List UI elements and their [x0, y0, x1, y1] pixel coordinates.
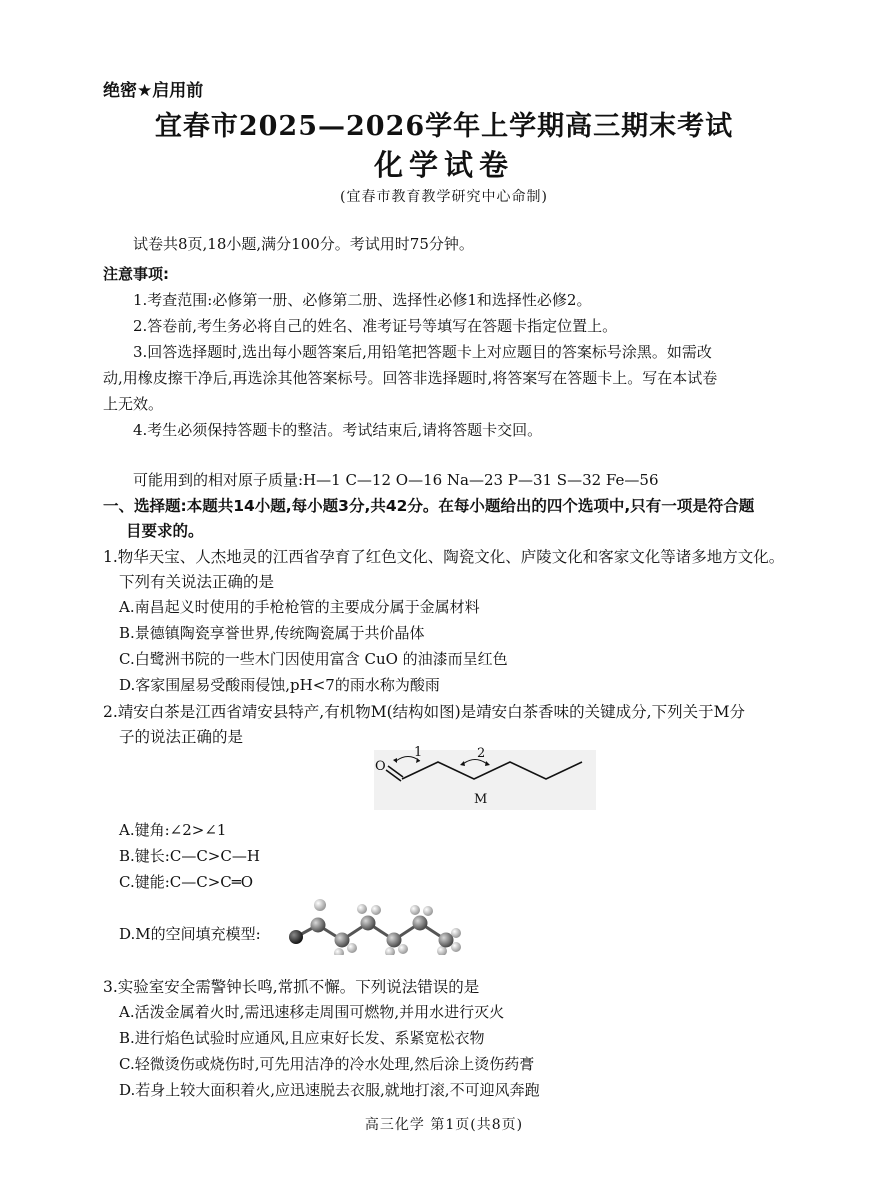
issuer-note: (宜春市教育教学研究中心命制) [340, 189, 548, 205]
carbon-atom-icon [335, 933, 350, 948]
q1-option-b: B.景德镇陶瓷享誉世界,传统陶瓷属于共价晶体 [119, 624, 425, 642]
section-heading: 一、选择题:本题共14小题,每小题3分,共42分。在每小题给出的四个选项中,只有一项是符合题 [103, 497, 755, 515]
hydrogen-atom-icon [423, 906, 433, 916]
angle-1-label: 1 [414, 745, 423, 760]
q2-option-c: C.键能:C—C>C═O [119, 873, 254, 891]
section-heading-cont: 目要求的。 [126, 522, 204, 540]
carbon-atom-icon [387, 933, 402, 948]
q3-option-b: B.进行焰色试验时应通风,且应束好长发、系紧宽松衣物 [119, 1029, 485, 1047]
question-2-stem-cont: 子的说法正确的是 [119, 728, 244, 746]
hydrogen-atom-icon [314, 899, 326, 911]
question-1-stem: 1.物华天宝、人杰地灵的江西省孕育了红色文化、陶瓷文化、庐陵文化和客家文化等诸多地方文化。 [103, 548, 785, 566]
hydrogen-atom-icon [398, 944, 408, 954]
q1-option-a: A.南昌起义时使用的手枪枪管的主要成分属于金属材料 [119, 598, 480, 616]
q3-option-a: A.活泼金属着火时,需迅速移走周围可燃物,并用水进行灭火 [119, 1003, 505, 1021]
skeletal-formula-figure [374, 745, 596, 810]
exam-title: 宜春市2025—2026学年上学期高三期末考试 [154, 111, 734, 142]
q2-option-b: B.键长:C—C>C—H [119, 847, 260, 865]
hydrogen-atom-icon [385, 947, 395, 955]
oxygen-atom-icon [289, 930, 303, 944]
hydrogen-atom-icon [357, 904, 367, 914]
hydrogen-atom-icon [334, 948, 344, 955]
question-1-stem-cont: 下列有关说法正确的是 [119, 573, 275, 591]
carbon-atom-icon [439, 933, 454, 948]
question-3-stem: 3.实验室安全需警钟长鸣,常抓不懈。下列说法错误的是 [103, 978, 480, 996]
note-line: 2.答卷前,考生务必将自己的姓名、准考证号等填写在答题卡指定位置上。 [133, 317, 618, 335]
atom-o-label: O [375, 759, 386, 774]
q3-option-d: D.若身上较大面积着火,应迅速脱去衣服,就地打滚,不可迎风奔跑 [119, 1081, 540, 1099]
subject-title: 化学试卷 [373, 148, 514, 182]
intro-text: 试卷共8页,18小题,满分100分。考试用时75分钟。 [133, 235, 474, 253]
note-line: 1.考查范围:必修第一册、必修第二册、选择性必修1和选择性必修2。 [133, 291, 592, 309]
notes-heading: 注意事项: [103, 265, 169, 283]
question-2-stem: 2.靖安白茶是江西省靖安县特产,有机物M(结构如图)是靖安白茶香味的关键成分,下列关于M分 [103, 703, 745, 721]
hydrogen-atom-icon [410, 905, 420, 915]
classified-label: 绝密★启用前 [103, 81, 204, 101]
hydrogen-atom-icon [347, 943, 357, 953]
carbon-atom-icon [361, 916, 376, 931]
space-filling-model-figure [284, 893, 474, 955]
q1-option-d: D.客家围屋易受酸雨侵蚀,pH<7的雨水称为酸雨 [119, 676, 440, 694]
note-line: 动,用橡皮擦干净后,再选涂其他答案标号。回答非选择题时,将答案写在答题卡上。写在本试卷 [103, 369, 718, 387]
carbon-atom-icon [311, 918, 326, 933]
hydrogen-atom-icon [371, 905, 381, 915]
molecule-m-label: M [474, 792, 488, 807]
q3-option-c: C.轻微烫伤或烧伤时,可先用洁净的冷水处理,然后涂上烫伤药膏 [119, 1055, 535, 1073]
page-footer: 高三化学 第1页(共8页) [364, 1117, 524, 1133]
q2-option-d: D.M的空间填充模型: [119, 925, 261, 943]
ball-model-svg [284, 893, 474, 955]
atomic-masses: 可能用到的相对原子质量:H—1 C—12 O—16 Na—23 P—31 S—32 Fe—56 [133, 471, 659, 489]
note-line: 3.回答选择题时,选出每小题答案后,用铅笔把答题卡上对应题目的答案标号涂黑。如需改 [133, 343, 712, 361]
carbon-atom-icon [413, 916, 428, 931]
q1-option-c: C.白鹭洲书院的一些木门因使用富含 CuO 的油漆而呈红色 [119, 650, 508, 668]
note-line: 上无效。 [103, 395, 164, 413]
q2-option-a: A.键角:∠2>∠1 [119, 821, 227, 839]
note-line: 4.考生必须保持答题卡的整洁。考试结束后,请将答题卡交回。 [133, 421, 543, 439]
angle-2-label: 2 [477, 746, 486, 761]
